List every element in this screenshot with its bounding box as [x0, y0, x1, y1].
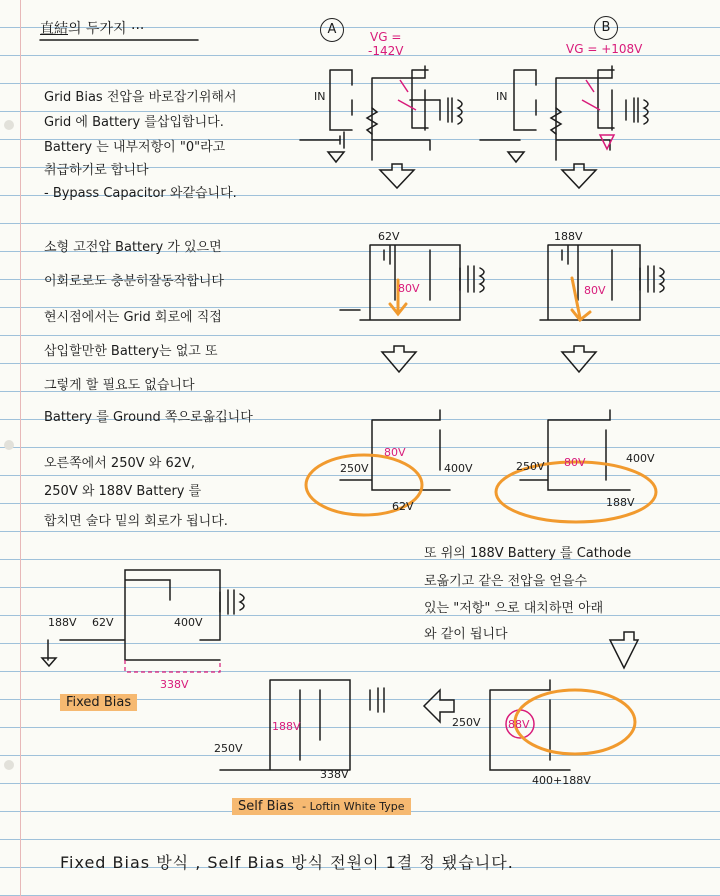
voltage-label: 62V	[392, 500, 414, 513]
voltage-label: 188V	[272, 720, 301, 733]
fixed-bias-highlight: Fixed Bias	[60, 694, 137, 711]
note-line: Grid Bias 전압을 바로잡기위해서	[44, 90, 237, 105]
orange-circle	[515, 690, 635, 754]
circuit-a-wiring	[300, 66, 440, 160]
voltage-label: 400V	[444, 462, 473, 475]
down-arrow-icon	[610, 632, 638, 668]
left-arrow-icon	[424, 690, 454, 722]
magenta-arrow	[398, 80, 416, 110]
voltage-label: 80V	[584, 284, 606, 297]
note-line: 삽입할만한 Battery는 없고 또	[44, 344, 218, 359]
down-arrow-icon	[562, 346, 596, 372]
voltage-label: 250V	[516, 460, 545, 473]
page-title: 直結의 두가지 ···	[40, 21, 145, 37]
note-line: Battery 는 내부저항이 "0"라고	[44, 140, 226, 155]
note-line: 로옮기고 같은 전압을 얻을수	[424, 574, 588, 589]
note-line: 오른쪽에서 250V 와 62V,	[44, 456, 196, 471]
right-resistor-circuit	[490, 680, 570, 770]
transformer-icon	[370, 688, 384, 712]
battery-icon	[340, 132, 344, 148]
voltage-label: 250V	[214, 742, 243, 755]
circuit-label-a: A	[320, 18, 344, 42]
down-arrow-icon	[382, 346, 416, 372]
voltage-label: 80V	[564, 456, 586, 469]
voltage-label: 188V	[554, 230, 583, 243]
magenta-arrow	[600, 135, 614, 149]
circuit-ground-b	[520, 410, 630, 490]
note-line: 250V 와 188V Battery 를	[44, 484, 202, 499]
voltage-label: 188V	[48, 616, 77, 629]
vg-b-label: VG = +108V	[566, 42, 643, 56]
battery-icon	[562, 246, 568, 264]
voltage-label: 250V	[340, 462, 369, 475]
in-label: IN	[496, 90, 508, 103]
note-line: 취급하기로 합니다	[44, 163, 149, 178]
voltage-label: 338V	[160, 678, 189, 691]
battery-icon	[384, 246, 390, 264]
note-line: 합치면 술다 밑의 회로가 됩니다.	[44, 514, 228, 529]
voltage-label: 62V	[378, 230, 400, 243]
voltage-label: 400V	[174, 616, 203, 629]
ground-icon	[328, 152, 344, 162]
note-line: - Bypass Capacitor 와같습니다.	[44, 186, 237, 201]
note-line: 와 같이 됩니다	[424, 627, 508, 642]
circuit-label-b: B	[594, 16, 618, 40]
voltage-label: 80V	[384, 446, 406, 459]
transformer-icon	[626, 98, 648, 124]
note-line: Grid 에 Battery 를삽입합니다.	[44, 115, 224, 130]
note-line: 있는 "저항" 으로 대치하면 아래	[424, 601, 604, 616]
self-bias-highlight: Self Bias - Loftin White Type	[232, 798, 411, 815]
down-arrow-icon	[380, 164, 414, 188]
voltage-label: 400+188V	[532, 774, 591, 787]
voltage-label: 338V	[320, 768, 349, 781]
voltage-label: 400V	[626, 452, 655, 465]
transformer-icon	[440, 98, 462, 124]
voltage-label: 62V	[92, 616, 114, 629]
transformer-icon	[460, 266, 484, 292]
vg-a-label: VG =	[370, 30, 402, 44]
dashed-338v-line	[125, 660, 220, 672]
ground-icon	[42, 658, 56, 666]
down-arrow-icon	[562, 164, 596, 188]
note-line: 또 위의 188V Battery 를 Cathode	[424, 546, 632, 561]
note-line: 그렇게 할 필요도 없습니다	[44, 378, 195, 393]
note-line: 현시점에서는 Grid 회로에 직접	[44, 310, 222, 325]
voltage-label: 188V	[606, 496, 635, 509]
voltage-label: 88V	[508, 718, 530, 731]
transformer-icon	[220, 590, 244, 614]
in-label: IN	[314, 90, 326, 103]
note-line: 소형 고전압 Battery 가 있으면	[44, 240, 222, 255]
bottom-summary: Fixed Bias 방식 , Self Bias 방식 전원이 1결 정 됐습니다.	[60, 853, 514, 872]
transformer-icon	[640, 266, 664, 292]
circuit-middle-b	[540, 245, 640, 320]
voltage-label: 250V	[452, 716, 481, 729]
vg-a-value: -142V	[368, 44, 404, 58]
ground-icon	[508, 152, 524, 162]
note-line: 이회로로도 충분히잘동작합니다	[44, 274, 224, 289]
voltage-label: 80V	[398, 282, 420, 295]
circuit-b-wiring	[480, 66, 612, 160]
fixed-bias-circuit	[48, 570, 220, 660]
note-line: Battery 를 Ground 쪽으로옮깁니다	[44, 410, 253, 425]
